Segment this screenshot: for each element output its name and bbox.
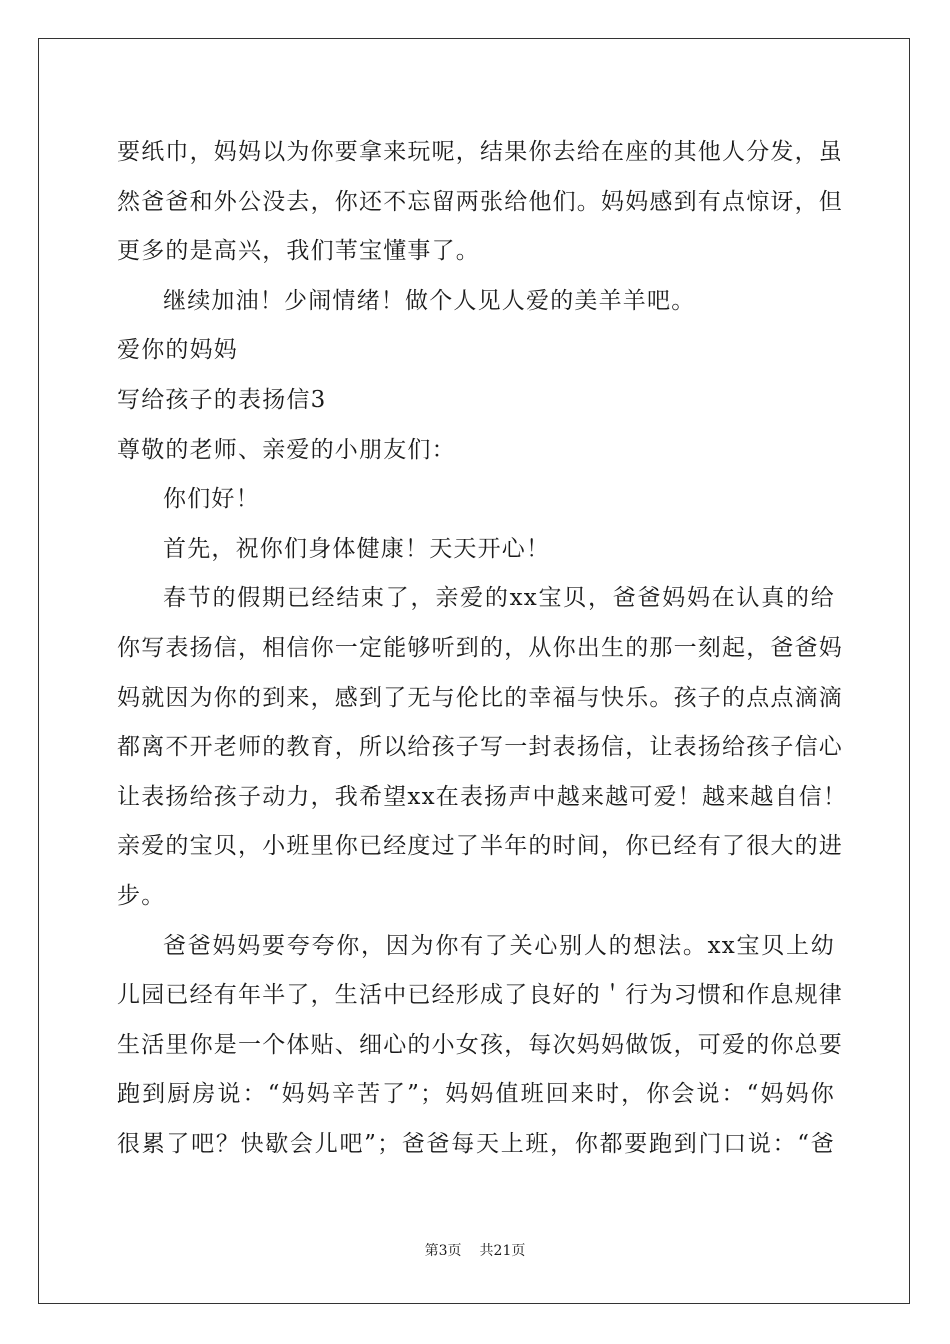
- paragraph-line: 亲爱的宝贝，小班里你已经度过了半年的时间，你已经有了很大的进: [117, 833, 843, 860]
- paragraph-line: 跑到厨房说：“妈妈辛苦了”；妈妈值班回来时，你会说：“妈妈你: [117, 1081, 835, 1108]
- paragraph-line: 继续加油！少闹情绪！做个人见人爱的美羊羊吧。: [163, 287, 696, 314]
- paragraph-line: 首先，祝你们身体健康！天天开心！: [163, 535, 551, 562]
- paragraph-line: 儿园已经有年半了，生活中已经形成了良好的＇行为习惯和作息规律: [117, 982, 843, 1009]
- section-heading: 写给孩子的表扬信3: [117, 386, 327, 413]
- paragraph-line: 让表扬给孩子动力，我希望xx在表扬声中越来越可爱！越来越自信！: [117, 783, 848, 810]
- signature-line: 爱你的妈妈: [117, 337, 238, 364]
- paragraph-line: 妈就因为你的到来，感到了无与伦比的幸福与快乐。孩子的点点滴滴: [117, 684, 843, 711]
- document-body: [117, 128, 848, 1169]
- salutation: 尊敬的老师、亲爱的小朋友们：: [117, 436, 456, 463]
- paragraph-line: 步。: [117, 882, 166, 909]
- paragraph-line: 都离不开老师的教育，所以给孩子写一封表扬信，让表扬给孩子信心: [117, 734, 843, 761]
- paragraph-line: 要纸巾，妈妈以为你要拿来玩呢，结果你去给在座的其他人分发，虽: [117, 139, 843, 165]
- page-number: 第3页: [424, 1243, 462, 1259]
- paragraph-line: 然爸爸和外公没去，你还不忘留两张给他们。妈妈感到有点惊讶，但: [117, 188, 843, 215]
- paragraph-line: 爸爸妈妈要夸夸你，因为你有了关心别人的想法。xx宝贝上幼: [163, 932, 835, 959]
- page-footer: [0, 1240, 950, 1260]
- paragraph-line: 很累了吧？快歇会儿吧”；爸爸每天上班，你都要跑到门口说：“爸: [117, 1130, 835, 1157]
- page-total: 共21页: [479, 1243, 526, 1259]
- paragraph-line: 你写表扬信，相信你一定能够听到的，从你出生的那一刻起，爸爸妈: [117, 634, 843, 661]
- paragraph-line: 更多的是高兴，我们苇宝懂事了。: [117, 238, 480, 265]
- greeting-line: 你们好！: [163, 486, 260, 513]
- paragraph-line: 春节的假期已经结束了，亲爱的xx宝贝，爸爸妈妈在认真的给: [163, 585, 835, 612]
- paragraph-line: 生活里你是一个体贴、细心的小女孩，每次妈妈做饭，可爱的你总要: [117, 1031, 843, 1058]
